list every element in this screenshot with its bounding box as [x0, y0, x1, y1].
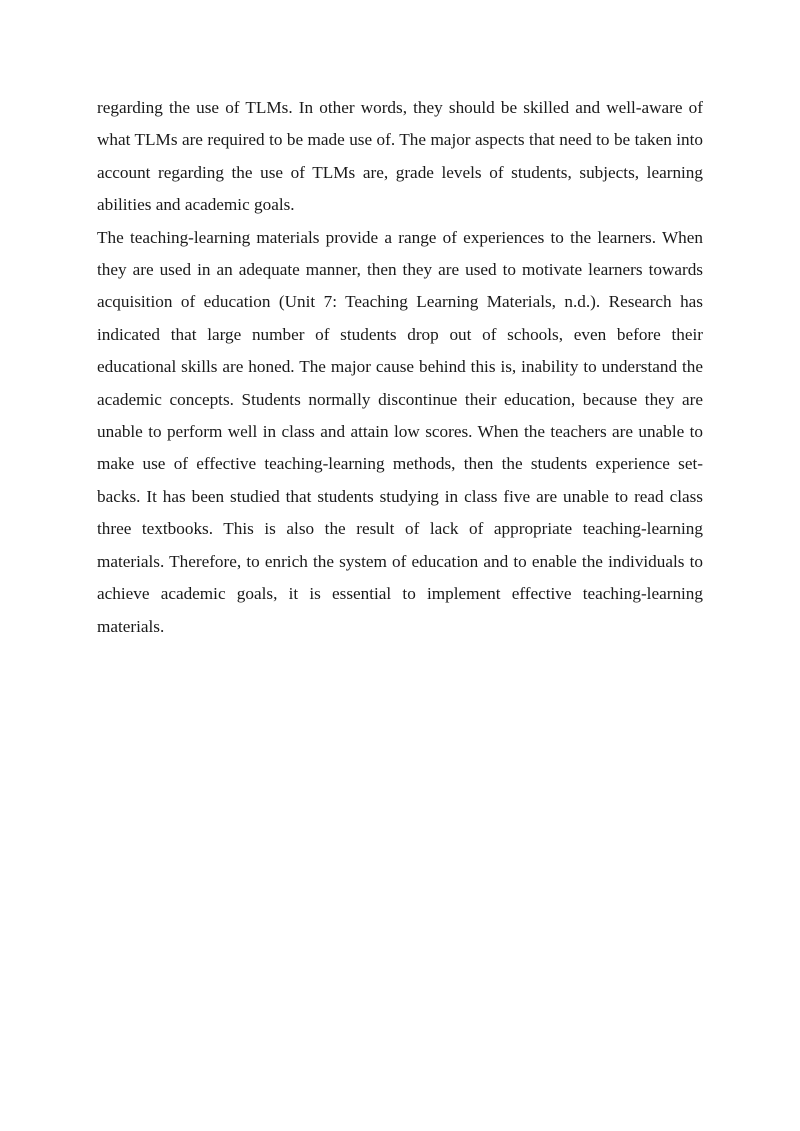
- paragraph-teaching-learning-materials: The teaching-learning materials provide a range of experiences to the learners. When they are used in an adequate manner, then they are used to motivate learners towards acquisition of education (Unit 7: Teaching Learning Materials, n.d.). Research has indicated that large number of students drop out of schools, even before their educational skills are honed. The major cause behind this is, inability to understand the academic concepts. Students normally discontinue their education, because they are unable to perform well in class and attain low scores. When the teachers are unable to make use of effective teaching-learning methods, then the students experience set-backs. It has been studied that students studying in class five are unable to read class three textbooks. This is also the result of lack of appropriate teaching-learning materials. Therefore, to enrich the system of education and to enable the individuals to achieve academic goals, it is essential to implement effective teaching-learning materials.: [97, 227, 703, 636]
- body-text: [97, 92, 703, 643]
- paragraph-tlm-considerations: regarding the use of TLMs. In other words, they should be skilled and well-aware of what TLMs are required to be made use of. The major aspects that need to be taken into account regarding the use of TLMs are, grade levels of students, subjects, learning abilities and academic goals.: [97, 98, 703, 215]
